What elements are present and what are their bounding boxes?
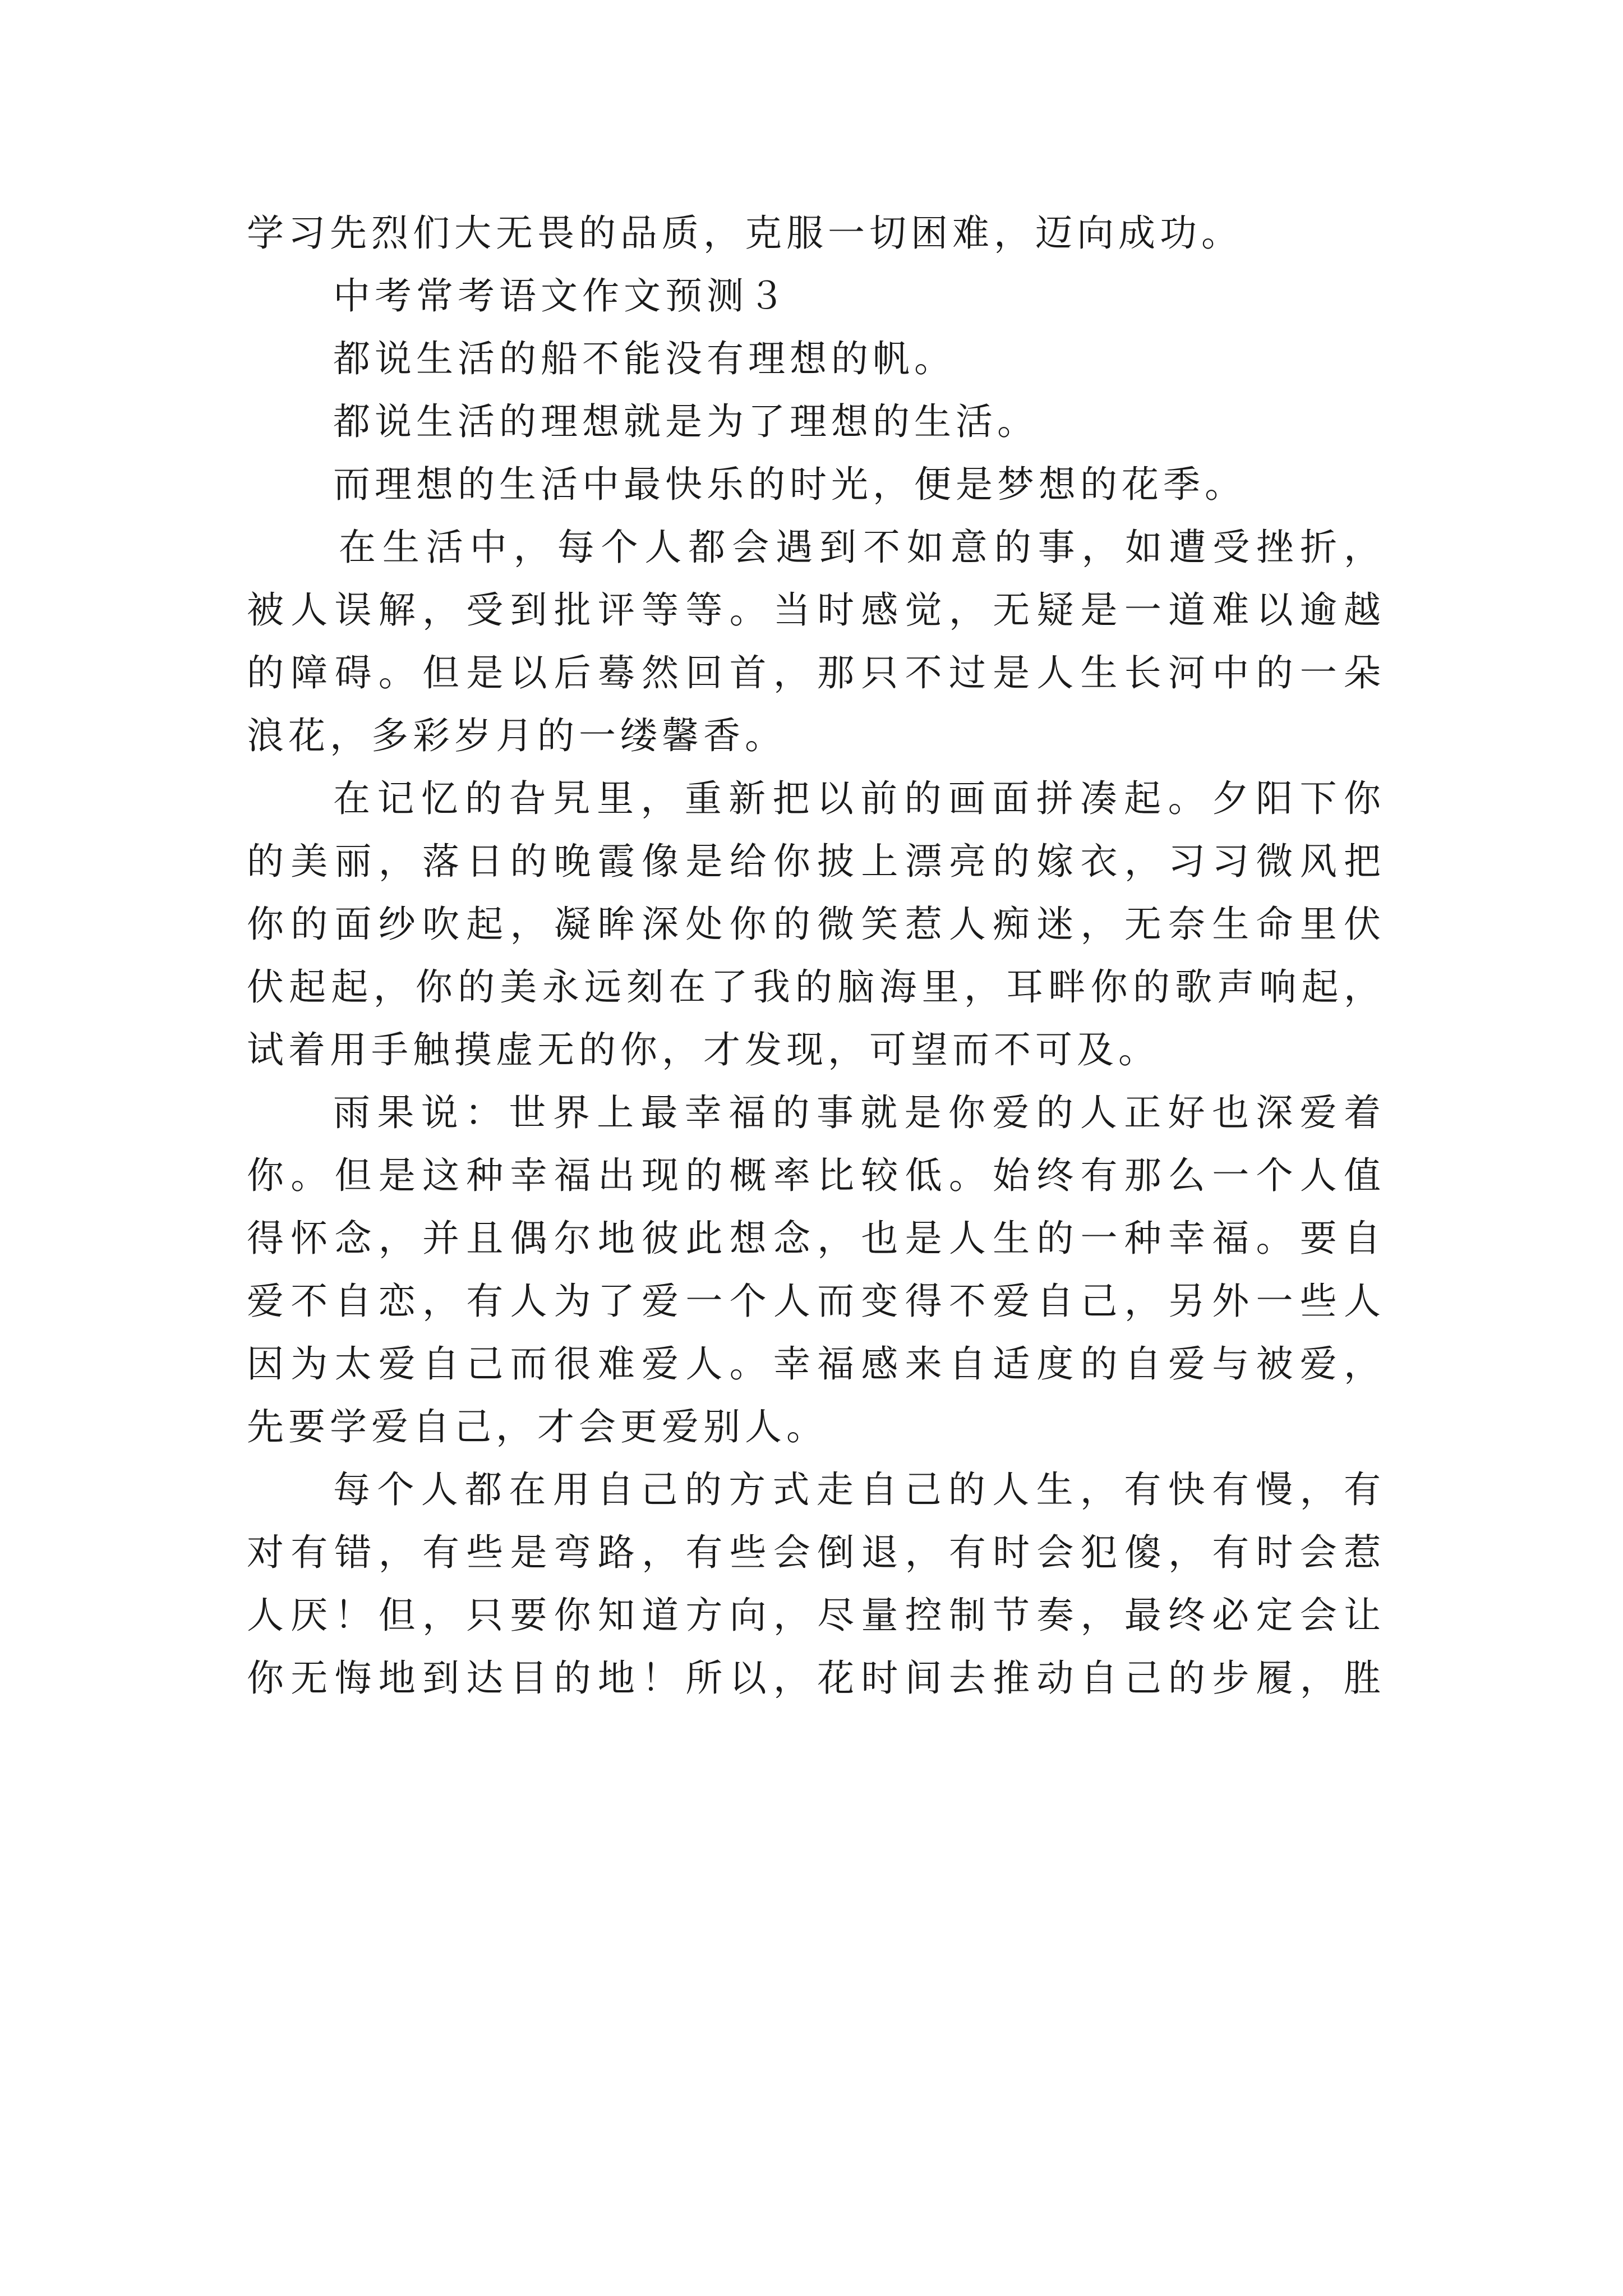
section-heading: 中考常考语文作文预测３ bbox=[333, 274, 790, 318]
text-line: 先要学爱自己，才会更爱别人。 bbox=[247, 1405, 828, 1448]
text-line: 得怀念，并且偶尔地彼此想念，也是人生的一种幸福。要自 bbox=[247, 1217, 1385, 1260]
text-line: 在生活中，每个人都会遇到不如意的事，如遭受挫折， bbox=[339, 526, 1385, 569]
text-line: 的美丽，落日的晚霞像是给你披上漂亮的嫁衣，习习微风把 bbox=[247, 840, 1385, 883]
text-line: 你。但是这种幸福出现的概率比较低。始终有那么一个人值 bbox=[247, 1154, 1385, 1197]
text-line: 都说生活的船不能没有理想的帆。 bbox=[333, 337, 956, 380]
text-line: 你无悔地到达目的地！所以，花时间去推动自己的步履，胜 bbox=[247, 1657, 1385, 1700]
text-line: 试着用手触摸虚无的你，才发现，可望而不可及。 bbox=[247, 1028, 1160, 1071]
text-line: 因为太爱自己而很难爱人。幸福感来自适度的自爱与被爱， bbox=[247, 1342, 1385, 1386]
text-line: 的障碍。但是以后蓦然回首，那只不过是人生长河中的一朵 bbox=[247, 651, 1385, 694]
text-line: 人厌！但，只要你知道方向，尽量控制节奏，最终必定会让 bbox=[247, 1594, 1385, 1637]
text-line: 对有错，有些是弯路，有些会倒退，有时会犯傻，有时会惹 bbox=[247, 1531, 1385, 1574]
text-line: 学习先烈们大无畏的品质，克服一切困难，迈向成功。 bbox=[247, 211, 1243, 255]
text-line: 浪花，多彩岁月的一缕馨香。 bbox=[247, 714, 786, 757]
text-line: 都说生活的理想就是为了理想的生活。 bbox=[333, 400, 1039, 443]
text-line: 而理想的生活中最快乐的时光，便是梦想的花季。 bbox=[333, 463, 1246, 506]
text-line: 被人误解，受到批评等等。当时感觉，无疑是一道难以逾越 bbox=[247, 588, 1385, 632]
document-body bbox=[247, 202, 1385, 1710]
text-line: 爱不自恋，有人为了爱一个人而变得不爱自己，另外一些人 bbox=[247, 1280, 1385, 1323]
text-line: 你的面纱吹起，凝眸深处你的微笑惹人痴迷，无奈生命里伏 bbox=[247, 903, 1385, 946]
text-line: 雨果说：世界上最幸福的事就是你爱的人正好也深爱着 bbox=[333, 1091, 1385, 1134]
text-line: 伏起起，你的美永远刻在了我的脑海里，耳畔你的歌声响起， bbox=[247, 965, 1385, 1009]
text-line: 在记忆的旮旯里，重新把以前的画面拼凑起。夕阳下你 bbox=[333, 777, 1385, 820]
text-line: 每个人都在用自己的方式走自己的人生，有快有慢，有 bbox=[333, 1468, 1385, 1511]
